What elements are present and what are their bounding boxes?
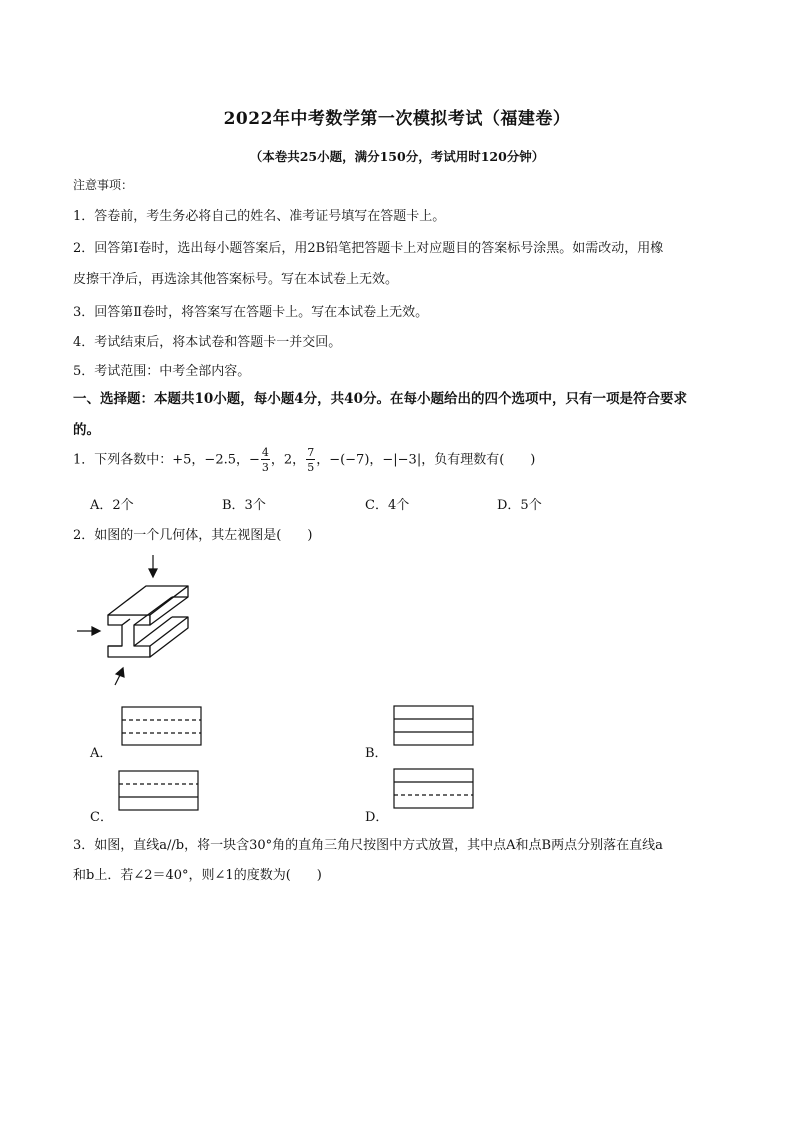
q1-suffix: ，−(−7)，−|−3|，负有理数有( ) [316,452,536,468]
notice-item-4: 4．考试结束后，将本试卷和答题卡一并交回。 [73,335,342,350]
question-3-stem: 3．如图，直线a//b，将一块含30°角的直角三角尺按图中方式放置，其中点A和点B两点分别落在直线a [73,838,663,853]
q2-option-a-label[interactable]: A． [90,746,113,761]
notice-heading: 注意事项： [73,178,134,192]
question-3-stem-cont: 和b上．若∠2＝40°，则∠1的度数为( ) [73,868,322,883]
notice-item-2: 2．回答第Ⅰ卷时，选出每小题答案后，用2B铅笔把答题卡上对应题目的答案标号涂黑。如需改动，用橡 [73,241,664,256]
q2-option-b-figure [394,706,473,745]
notice-item-1: 1．答卷前，考生务必将自己的姓名、准考证号填写在答题卡上。 [73,209,446,224]
q1-option-c[interactable]: C．4个 [365,498,410,513]
q1-option-d[interactable]: D．5个 [497,498,542,513]
q1-prefix: 1．下列各数中：+5，−2.5，− [73,452,260,468]
q2-option-c-figure [119,771,198,810]
q2-option-d-label[interactable]: D． [365,810,389,825]
q1-mid: ，2， [270,452,306,468]
section1-heading-cont: 的。 [73,422,100,438]
q2-option-d-figure [394,769,473,808]
q1-option-b[interactable]: B．3个 [222,498,266,513]
q1-fraction-2-numerator: 7 [307,446,315,459]
section1-heading: 一、选择题：本题共10小题，每小题4分，共40分。在每小题给出的四个选项中，只有一项是符合要求 [73,391,687,407]
question-2-stem: 2．如图的一个几何体，其左视图是( ) [73,528,313,543]
exam-title: 2022年中考数学第一次模拟考试（福建卷） [223,109,571,129]
q1-option-a[interactable]: A．2个 [90,498,134,513]
notice-item-5: 5．考试范围：中考全部内容。 [73,364,251,379]
q1-fraction-2-denominator: 5 [307,461,315,474]
notice-item-2-cont: 皮擦干净后，再选涂其他答案标号。写在本试卷上无效。 [73,272,399,287]
q2-option-b-label[interactable]: B． [365,746,388,761]
q1-fraction-1-numerator: 4 [261,446,269,459]
q2-option-c-label[interactable]: C． [90,810,113,825]
q1-fraction-1-denominator: 3 [261,461,269,474]
notice-item-3: 3．回答第Ⅱ卷时，将答案写在答题卡上。写在本试卷上无效。 [73,305,429,320]
q2-option-a-figure [122,707,201,745]
exam-subtitle: （本卷共25小题，满分150分，考试用时120分钟） [249,149,545,164]
